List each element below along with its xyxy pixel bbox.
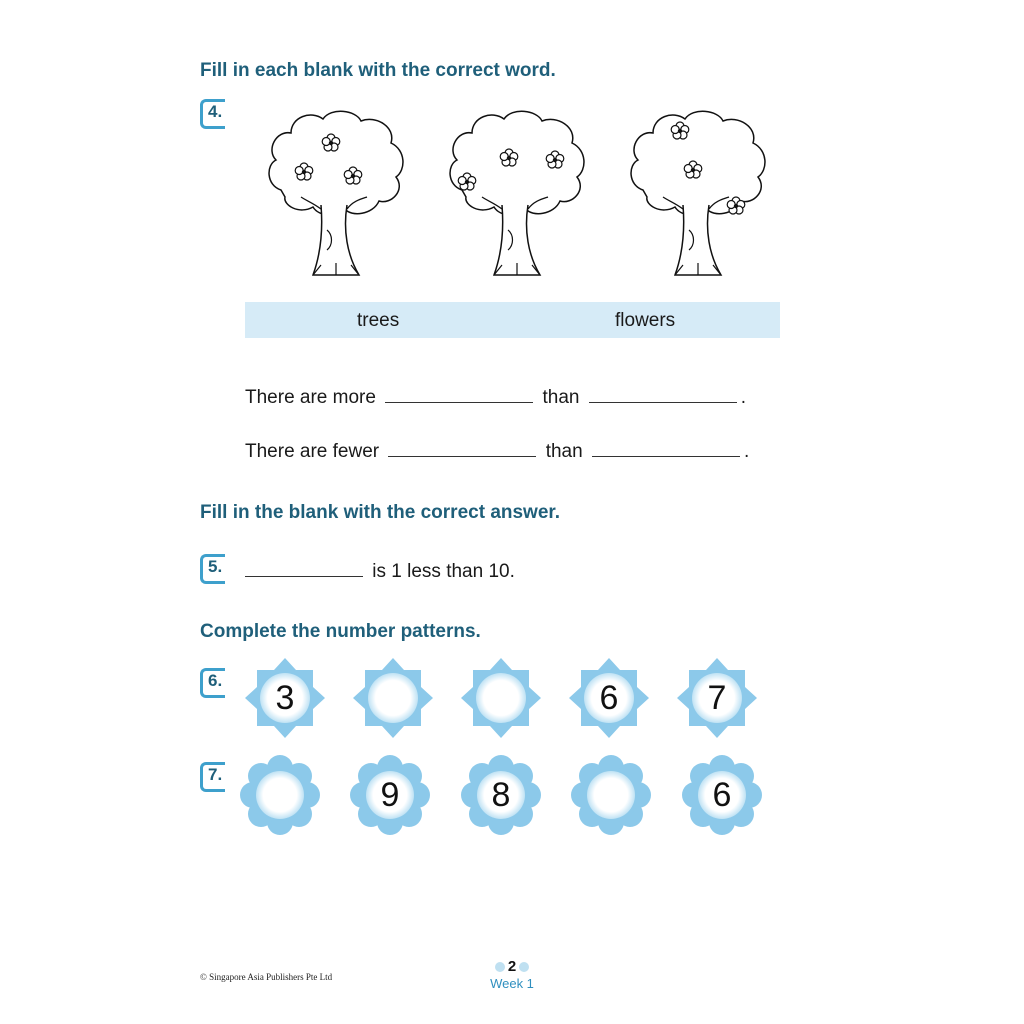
tree-1	[269, 111, 403, 275]
pattern-flower-1[interactable]	[240, 755, 320, 835]
trees-illustration	[256, 100, 776, 280]
tree-3	[631, 111, 765, 275]
answer-blank[interactable]	[589, 384, 737, 403]
word-bank-item: flowers	[615, 310, 676, 331]
q5-sentence: is 1 less than 10.	[245, 558, 515, 583]
pattern-star-3[interactable]	[461, 658, 541, 738]
pattern-flower-3: 8	[461, 755, 541, 835]
section-heading-3: Complete the number patterns.	[200, 621, 481, 642]
word-bank-item: trees	[357, 310, 400, 331]
tree-2	[450, 111, 584, 275]
pattern-flower-5: 6	[682, 755, 762, 835]
question-number-7: 7.	[200, 762, 226, 788]
q4-sentence-1: There are more than .	[245, 384, 746, 409]
pattern-flower-2: 9	[350, 755, 430, 835]
answer-blank[interactable]	[385, 384, 533, 403]
page-number: 2 Week 1	[480, 958, 544, 991]
pattern-star-4: 6	[569, 658, 649, 738]
pattern-star-5: 7	[677, 658, 757, 738]
pattern-flower-4[interactable]	[571, 755, 651, 835]
answer-blank[interactable]	[388, 438, 536, 457]
week-label: Week 1	[490, 976, 534, 991]
question-number-5: 5.	[200, 554, 226, 580]
answer-blank[interactable]	[245, 558, 363, 577]
section-heading-2: Fill in the blank with the correct answer.	[200, 502, 561, 523]
copyright: © Singapore Asia Publishers Pte Ltd	[200, 972, 333, 982]
section-heading-1: Fill in each blank with the correct word.	[200, 60, 556, 81]
pattern-star-2[interactable]	[353, 658, 433, 738]
word-bank	[245, 302, 780, 338]
answer-blank[interactable]	[592, 438, 740, 457]
question-number-6: 6.	[200, 668, 226, 694]
q4-sentence-2: There are fewer than .	[245, 438, 749, 463]
question-number-4: 4.	[200, 99, 226, 125]
pattern-star-1: 3	[245, 658, 325, 738]
